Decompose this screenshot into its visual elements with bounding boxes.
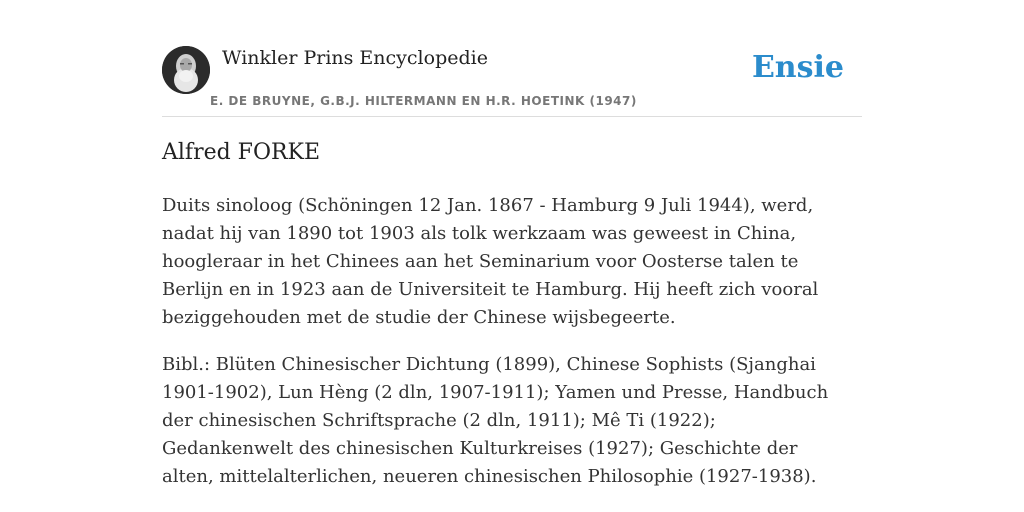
brand-logo[interactable]: Ensie [751,50,844,85]
article-title: Alfred FORKE [162,140,321,165]
site-title[interactable]: Winkler Prins Encyclopedie [222,47,488,69]
authors-line: E. DE BRUYNE, G.B.J. HILTERMANN EN H.R. HOETINK (1947) [210,94,637,108]
site-header [162,44,862,117]
avatar-portrait-icon [162,46,210,94]
bibliography-paragraph: Bibl.: Blüten Chinesischer Dichtung (1899), Chinese Sophists (Sjanghai 1901-1902), Lun Hèng (2 dln, 1907-1911); Yamen und Presse, Handbuch der chinesischen Schriftsprache (2 dln, 1911); Mê Ti (1922); Gedankenwelt des chinesischen Kulturkreises (1927); Geschichte der alten, mittelalterlichen, neueren chinesischen Philosophie (1927-1938). [162,354,829,487]
article-paragraph: Duits sinoloog (Schöningen 12 Jan. 1867 - Hamburg 9 Juli 1944), werd, nadat hij van 1890 tot 1903 als tolk werkzaam was geweest in China, hoogleraar in het Chinees aan het Seminarium voor Oosterse talen te Berlijn en in 1923 aan de Universiteit te Hamburg. Hij heeft zich vooral beziggehouden met de studie der Chinese wijsbegeerte. [162,195,819,328]
